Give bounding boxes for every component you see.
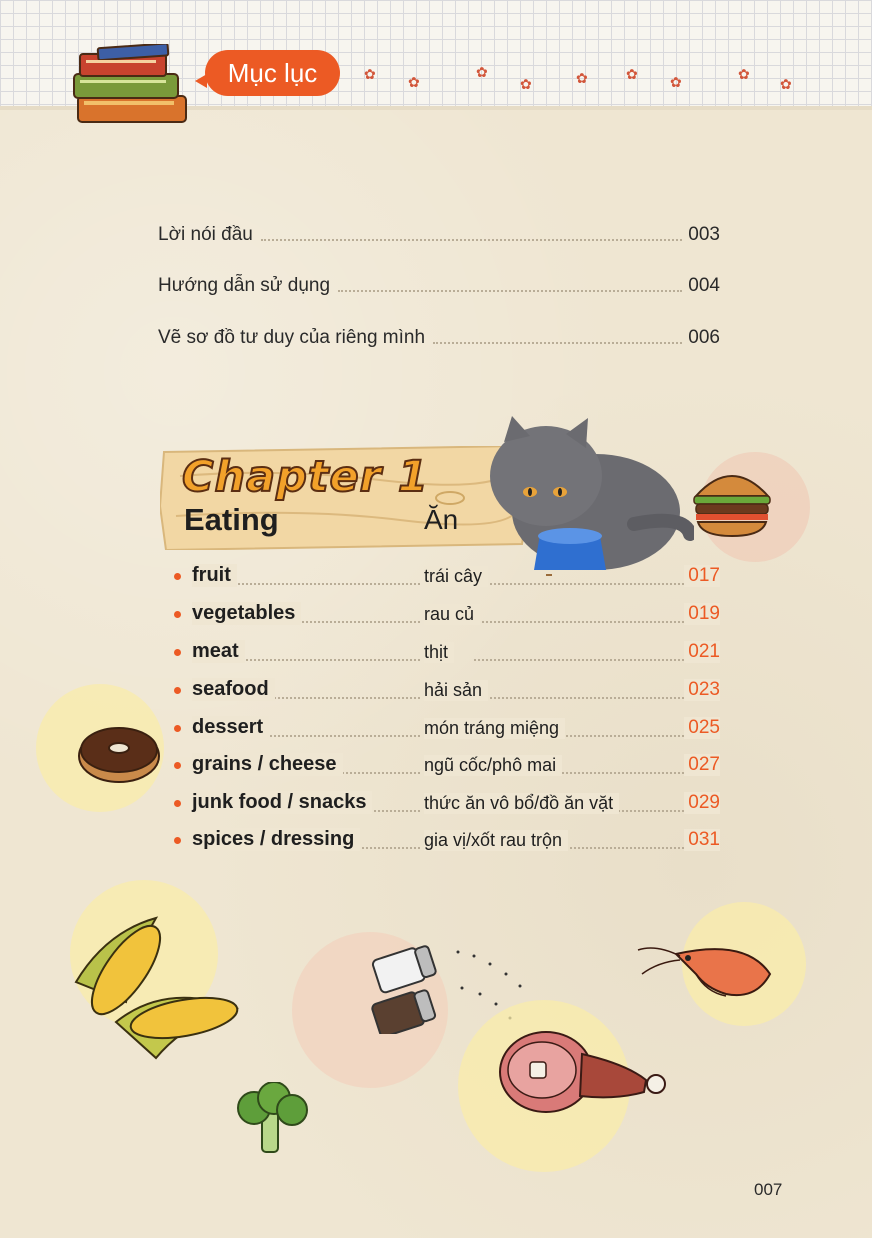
- toc-title-bubble: [205, 50, 340, 96]
- chapter-title-en: Eating: [184, 502, 279, 537]
- ham-icon: [496, 1024, 672, 1120]
- bullet-icon: [174, 649, 181, 656]
- bullet-icon: [174, 611, 181, 618]
- item-label-vi: rau củ: [424, 604, 480, 625]
- dot-leader: [474, 697, 684, 699]
- bullet-icon: [174, 837, 181, 844]
- flower-icon: ✿: [670, 74, 682, 90]
- item-page: 027: [684, 754, 720, 776]
- item-label-vi: thức ăn vô bổ/đồ ăn vặt: [424, 793, 619, 814]
- shrimp-icon: [636, 934, 782, 1004]
- item-page: 019: [684, 603, 720, 625]
- toc-entry-label: Vẽ sơ đồ tư duy của riêng mình: [158, 327, 426, 348]
- toc-entry[interactable]: [158, 222, 720, 246]
- page-number: 007: [754, 1180, 783, 1199]
- bullet-icon: [174, 800, 181, 807]
- toc-entry-page: 003: [688, 224, 720, 245]
- flower-icon: ✿: [520, 76, 532, 92]
- dot-leader: [474, 583, 684, 585]
- chapter-title-vi: Ăn: [424, 504, 459, 535]
- dot-leader: [433, 342, 682, 344]
- dot-leader: [234, 659, 420, 661]
- flower-icon: ✿: [476, 64, 488, 80]
- dot-leader: [261, 239, 682, 241]
- bullet-icon: [174, 725, 181, 732]
- chapter-item[interactable]: [174, 678, 720, 704]
- toc-entry-label: Lời nói đầu: [158, 224, 253, 245]
- flower-icon: ✿: [780, 76, 792, 92]
- item-label-vi: ngũ cốc/phô mai: [424, 755, 562, 776]
- dot-leader: [234, 583, 420, 585]
- chapter-item[interactable]: [174, 753, 720, 779]
- toc-entry[interactable]: [158, 273, 720, 297]
- chapter-item[interactable]: [174, 564, 720, 590]
- item-label-en: seafood: [192, 678, 275, 701]
- item-label-en: junk food / snacks: [192, 791, 372, 814]
- chapter-item[interactable]: [174, 602, 720, 628]
- burger-icon: [690, 462, 774, 542]
- flower-icon: ✿: [408, 74, 420, 90]
- item-label-en: fruit: [192, 564, 237, 587]
- toc-title: Mục lục: [227, 57, 318, 88]
- bullet-icon: [174, 687, 181, 694]
- toc-entry[interactable]: [158, 325, 720, 349]
- item-label-en: spices / dressing: [192, 828, 360, 851]
- flower-icon: ✿: [576, 70, 588, 86]
- chapter-item[interactable]: [174, 640, 720, 666]
- item-page: 025: [684, 717, 720, 739]
- flower-icon: ✿: [738, 66, 750, 82]
- chapter-banner: Chapter 1: [182, 452, 429, 502]
- cat-illustration: [484, 414, 694, 576]
- dot-leader: [474, 621, 684, 623]
- flower-icon: ✿: [364, 66, 376, 82]
- toc-entry-page: 004: [688, 275, 720, 296]
- item-page: 017: [684, 565, 720, 587]
- broccoli-icon: [232, 1082, 312, 1154]
- item-label-vi: trái cây: [424, 566, 488, 587]
- item-page: 023: [684, 679, 720, 701]
- books-icon: [70, 44, 192, 126]
- item-label-vi: hải sản: [424, 680, 488, 701]
- corn-icon: [66, 912, 248, 1066]
- donut-icon: [76, 720, 162, 786]
- dot-leader: [474, 659, 684, 661]
- chapter-item[interactable]: [174, 791, 720, 817]
- toc-entry-page: 006: [688, 327, 720, 348]
- chapter-item[interactable]: [174, 716, 720, 742]
- item-page: 021: [684, 641, 720, 663]
- item-label-en: grains / cheese: [192, 753, 343, 776]
- item-label-vi: món tráng miệng: [424, 718, 565, 739]
- item-label-vi: thịt: [424, 642, 454, 663]
- item-label-en: vegetables: [192, 602, 301, 625]
- item-label-en: meat: [192, 640, 245, 663]
- item-label-en: dessert: [192, 716, 269, 739]
- chapter-item[interactable]: [174, 828, 720, 854]
- flower-icon: ✿: [626, 66, 638, 82]
- toc-entry-label: Hướng dẫn sử dụng: [158, 275, 331, 296]
- item-label-vi: gia vị/xốt rau trộn: [424, 830, 568, 851]
- bullet-icon: [174, 762, 181, 769]
- dot-leader: [338, 290, 682, 292]
- item-page: 031: [684, 829, 720, 851]
- item-page: 029: [684, 792, 720, 814]
- bullet-icon: [174, 573, 181, 580]
